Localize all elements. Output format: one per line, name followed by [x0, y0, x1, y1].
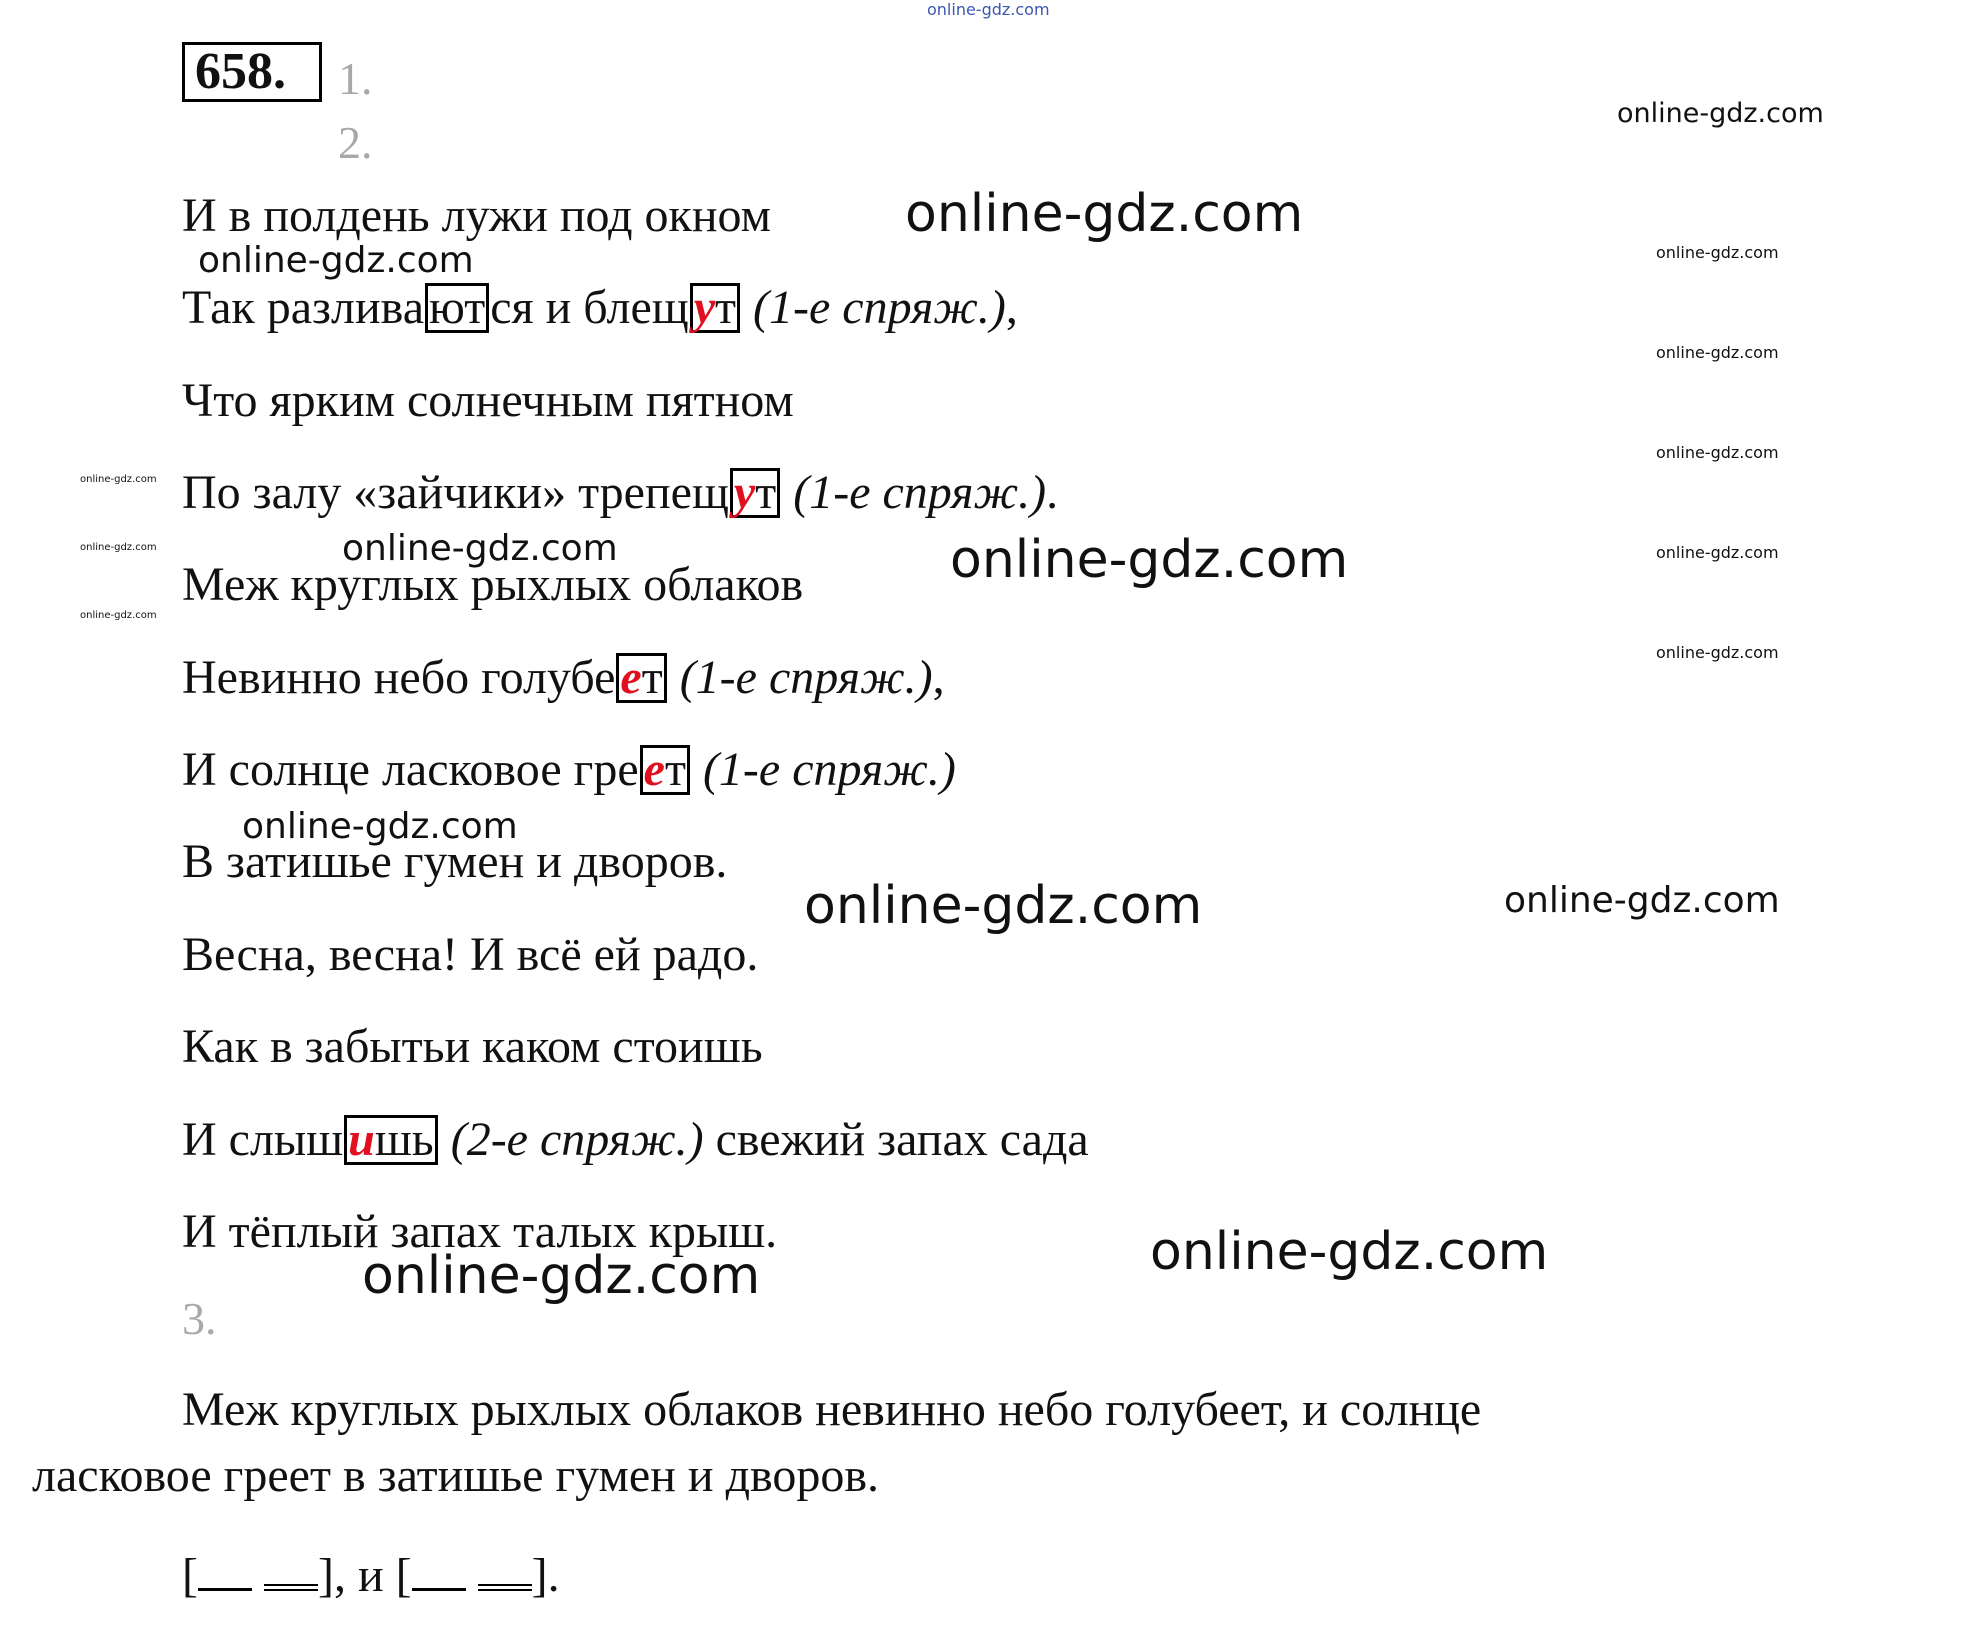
bracket: ], и [ — [317, 1549, 412, 1602]
punctuation: , — [1005, 281, 1018, 334]
poem-line-1: И в полдень лужи под окном — [182, 189, 772, 242]
word-part: Так разлива — [182, 281, 424, 334]
subtask-number-3: 3. — [182, 1293, 217, 1344]
conjugation-note: (1-е спряж.) — [753, 281, 1006, 334]
verb-ending-box — [640, 745, 690, 795]
conjugation-note: (1-е спряж.) — [679, 651, 933, 704]
watermark: online-gdz.com — [80, 610, 157, 621]
watermark: online-gdz.com — [80, 474, 157, 485]
poem-line-5: Меж круглых рыхлых облаков — [182, 558, 804, 611]
word-part: Невинно небо голубе — [182, 651, 616, 704]
watermark-top: online-gdz.com — [927, 0, 1050, 19]
highlighted-letter: у — [693, 281, 716, 334]
poem-line-12: И тёплый запах талых крыш. — [182, 1205, 778, 1258]
bracket: [ — [182, 1549, 198, 1602]
poem-line-6 — [182, 650, 945, 706]
watermark: online-gdz.com — [1656, 243, 1779, 262]
watermark: online-gdz.com — [905, 184, 1304, 244]
conjugation-note: (1-е спряж.) — [793, 466, 1047, 519]
highlighted-letter: и — [348, 1113, 375, 1166]
poem-line-4 — [182, 465, 1058, 521]
verb-ending-box — [690, 283, 740, 333]
poem-line-11 — [182, 1112, 1089, 1168]
conjugation-note: (2-е спряж.) — [450, 1113, 704, 1166]
watermark: online-gdz.com — [362, 1246, 761, 1306]
watermark: online-gdz.com — [1656, 443, 1779, 462]
watermark: online-gdz.com — [950, 530, 1349, 590]
word-part: т — [664, 743, 686, 796]
task-number: 658. — [182, 42, 322, 102]
highlighted-letter: е — [643, 743, 665, 796]
watermark: online-gdz.com — [1150, 1222, 1549, 1282]
word-part: шь — [374, 1113, 434, 1166]
verb-ending-box — [344, 1115, 438, 1165]
watermark: online-gdz.com — [1656, 643, 1779, 662]
poem-line-3: Что ярким солнечным пятном — [182, 374, 794, 427]
poem-line-8: В затишье гумен и дворов. — [182, 835, 728, 888]
verb-ending-box — [616, 653, 666, 703]
word-part: По залу «зайчики» трепещ — [182, 466, 729, 519]
subtask-number-1: 1. — [338, 53, 373, 104]
word-part: т — [715, 281, 737, 334]
poem-line-7 — [182, 742, 956, 798]
watermark: online-gdz.com — [1617, 98, 1824, 129]
word-part: свежий запах сада — [703, 1113, 1089, 1166]
watermark: online-gdz.com — [342, 528, 618, 569]
watermark: online-gdz.com — [80, 542, 157, 553]
watermark: online-gdz.com — [1504, 880, 1780, 921]
watermark: online-gdz.com — [198, 240, 474, 281]
watermark: online-gdz.com — [242, 806, 518, 847]
sentence-line-1: Меж круглых рыхлых облаков невинно небо голубеет, и солнце — [182, 1383, 1482, 1436]
verb-ending-box — [730, 468, 780, 518]
highlighted-letter: е — [620, 651, 642, 704]
word-part: т — [641, 651, 663, 704]
watermark: online-gdz.com — [1656, 543, 1779, 562]
highlighted-letter: у — [733, 466, 756, 519]
poem-line-2 — [182, 280, 1018, 336]
word-part: ся и блещ — [490, 281, 689, 334]
poem-line-9: Весна, весна! И всё ей радо. — [182, 928, 759, 981]
punctuation: , — [932, 651, 945, 704]
subtask-number-2: 2. — [338, 117, 373, 168]
conjugation-note: (1-е спряж.) — [702, 743, 956, 796]
watermark: online-gdz.com — [804, 876, 1203, 936]
bracket: ]. — [531, 1549, 560, 1602]
poem-line-10: Как в забытьи каком стоишь — [182, 1020, 763, 1073]
verb-ending-box: ют — [425, 283, 489, 333]
sentence-scheme — [182, 1548, 560, 1604]
punctuation: . — [1046, 466, 1059, 519]
subject-underline — [198, 1554, 252, 1591]
predicate-underline — [478, 1550, 532, 1591]
word-part: т — [755, 466, 777, 519]
predicate-underline — [264, 1550, 318, 1591]
word-part: И слыш — [182, 1113, 344, 1166]
subject-underline — [412, 1554, 466, 1591]
sentence-line-2: ласковое греет в затишье гумен и дворов. — [32, 1449, 879, 1502]
word-part: И солнце ласковое гре — [182, 743, 639, 796]
watermark: online-gdz.com — [1656, 343, 1779, 362]
